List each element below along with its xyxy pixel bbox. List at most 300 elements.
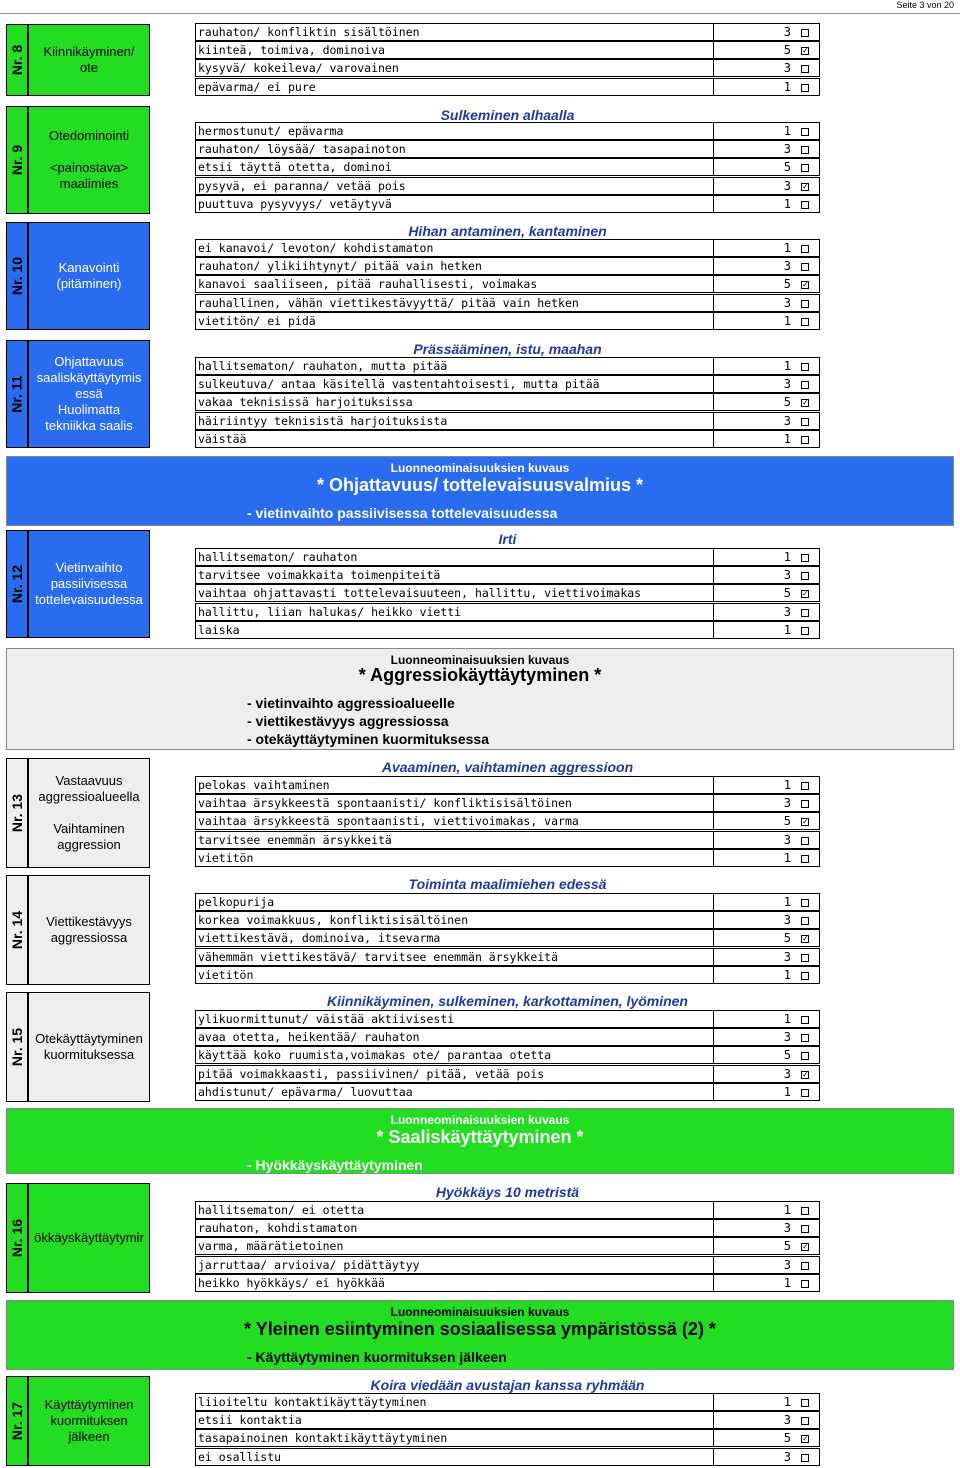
rating-row [195, 312, 820, 330]
description-title: * Ohjattavuus/ tottelevaisuusvalmius * [316, 475, 644, 495]
rating-description: avaa otetta, heikentää/ rauhaton [195, 1028, 714, 1046]
rating-score: 3 [783, 949, 791, 964]
block-label-line: Kanavointi [58, 260, 120, 275]
rating-score-cell [714, 948, 820, 966]
block-label [28, 1376, 150, 1466]
description-title: * Aggressiokäyttäytyminen * [358, 665, 602, 685]
empty-checkbox[interactable] [801, 418, 809, 426]
checked-checkbox[interactable]: ✓ [802, 1434, 809, 1444]
rating-score: 1 [783, 359, 791, 373]
rating-description: etsii kontaktia [195, 1411, 714, 1429]
description-band [6, 456, 954, 526]
block-number [6, 875, 28, 985]
block-label-line [87, 805, 91, 821]
rating-score-cell [714, 603, 820, 621]
block-label-line: tottelevaisuudessa [35, 592, 143, 607]
block-label-line: maalimies [59, 176, 119, 191]
rating-score-cell [714, 1411, 820, 1429]
block-label-line: Käyttäytyminen [44, 1397, 134, 1412]
rating-row [195, 893, 820, 911]
rating-score-cell [714, 294, 820, 312]
rating-score: 3 [783, 1449, 791, 1464]
block-label-line: Huolimatta [57, 402, 121, 417]
description-title: * Yleinen esiintyminen sosiaalisessa ympäristössä (2) * [244, 1319, 716, 1339]
rating-score: 1 [783, 313, 791, 328]
checked-checkbox[interactable]: ✓ [802, 398, 809, 408]
rating-score-cell [714, 177, 820, 195]
empty-checkbox[interactable] [801, 1399, 809, 1407]
rating-score: 1 [783, 196, 791, 211]
block-label-line [87, 144, 91, 160]
block-label-line: passiivisessa [50, 576, 128, 591]
rating-score: 5 [783, 160, 791, 175]
block-number [6, 106, 28, 214]
empty-checkbox[interactable] [801, 855, 809, 863]
checked-checkbox[interactable]: ✓ [802, 1069, 809, 1079]
block-label-line: (pitäminen) [56, 276, 122, 291]
block-label-line: aggression [57, 837, 121, 852]
block-label [28, 758, 150, 868]
rating-score-cell [714, 548, 820, 566]
rating-row [195, 78, 820, 96]
block-label-line: ökkäyskäyttäytymir [34, 1230, 144, 1245]
block-label-line: essä [75, 386, 103, 401]
checked-checkbox[interactable]: ✓ [802, 589, 809, 599]
rating-score: 1 [783, 1203, 791, 1217]
rating-row [195, 929, 820, 947]
rating-row [195, 1219, 820, 1237]
rating-row [195, 177, 820, 195]
rating-score-cell [714, 1274, 820, 1292]
rating-description: viettikestävä, dominoiva, itsevarma [195, 929, 714, 947]
rating-score: 3 [783, 604, 791, 619]
checked-checkbox[interactable]: ✓ [802, 46, 809, 56]
rating-row [195, 1256, 820, 1274]
empty-checkbox[interactable] [801, 1089, 809, 1097]
rating-row [195, 1274, 820, 1292]
rating-description: epävarma/ ei pure [195, 78, 714, 96]
rating-score-cell [714, 1010, 820, 1028]
rating-row [195, 1448, 820, 1466]
empty-checkbox[interactable] [801, 899, 809, 907]
empty-checkbox[interactable] [801, 128, 809, 136]
rating-description: häiriintyy teknisistä harjoituksista [195, 412, 714, 430]
empty-checkbox[interactable] [801, 782, 809, 790]
rating-row [195, 831, 820, 849]
rating-row [195, 1411, 820, 1429]
rating-row [195, 59, 820, 77]
rating-score: 3 [783, 1221, 791, 1236]
rating-row [195, 294, 820, 312]
rating-description: rauhallinen, vähän viettikestävyyttä/ pitää vain hetken [195, 294, 714, 312]
block-number-label: Nr. 13 [9, 793, 26, 833]
block-number [6, 758, 28, 868]
rating-score: 3 [783, 1413, 791, 1428]
rating-description: kysyvä/ kokeileva/ varovainen [195, 59, 714, 77]
block-number [6, 1376, 28, 1466]
rating-description: rauhaton/ löysää/ tasapainoton [195, 140, 714, 158]
rating-row [195, 794, 820, 812]
rating-score: 3 [783, 1030, 791, 1045]
rating-score-cell [714, 257, 820, 275]
block-label [28, 875, 150, 985]
rating-row [195, 1028, 820, 1046]
block-number-label: Nr. 8 [9, 44, 26, 76]
empty-checkbox[interactable] [801, 29, 809, 37]
rating-row [195, 948, 820, 966]
empty-checkbox[interactable] [801, 609, 809, 617]
rating-score-cell [714, 412, 820, 430]
rating-description: ei osallistu [195, 1448, 714, 1466]
rating-row [195, 158, 820, 176]
rating-score-cell [714, 1201, 820, 1219]
rating-description: vietitön [195, 849, 714, 867]
empty-checkbox[interactable] [801, 436, 809, 444]
empty-checkbox[interactable] [801, 1417, 809, 1425]
rating-score: 1 [783, 967, 791, 982]
rating-score-cell [714, 776, 820, 794]
empty-checkbox[interactable] [801, 146, 809, 154]
rating-row [195, 1201, 820, 1219]
rating-description: kanavoi saaliiseen, pitää rauhallisesti, voimakas [195, 275, 714, 293]
rating-score-cell [714, 1448, 820, 1466]
rating-score: 3 [783, 832, 791, 847]
empty-checkbox[interactable] [801, 917, 809, 925]
rating-description: vakaa teknisissä harjoituksissa [195, 393, 714, 411]
block-label-line: Vaihtaminen [53, 821, 125, 836]
empty-checkbox[interactable] [801, 1207, 809, 1215]
rating-description: etsii täyttä otetta, dominoi [195, 158, 714, 176]
rating-description: puuttuva pysyvyys/ vetäytyvä [195, 195, 714, 213]
block-label-line: Otekäyttäytyminen [35, 1031, 143, 1046]
rating-score: 5 [783, 277, 791, 292]
block-number-label: Nr. 12 [9, 564, 26, 604]
rating-score: 3 [783, 377, 791, 392]
empty-checkbox[interactable] [801, 1454, 809, 1462]
rating-row [195, 375, 820, 393]
block-number [6, 340, 28, 448]
description-band [6, 648, 954, 750]
rating-score-cell [714, 23, 820, 41]
checked-checkbox[interactable]: ✓ [802, 934, 809, 944]
rating-score-cell [714, 78, 820, 96]
rating-row [195, 1083, 820, 1101]
rating-description: hallittu, liian halukas/ heikko vietti [195, 603, 714, 621]
rating-description: heikko hyökkäys/ ei hyökkää [195, 1274, 714, 1292]
rating-score-cell [714, 794, 820, 812]
rating-description: ylikuormittunut/ väistää aktiivisesti [195, 1010, 714, 1028]
checked-checkbox[interactable]: ✓ [802, 1242, 809, 1252]
empty-checkbox[interactable] [801, 837, 809, 845]
rating-score: 5 [783, 43, 791, 58]
rating-row [195, 275, 820, 293]
rating-description: vaihtaa ohjattavasti tottelevaisuuteen, hallittu, viettivoimakas [195, 584, 714, 602]
block-label-line: Otedominointi [48, 128, 130, 143]
rating-description: pitää voimakkaasti, passiivinen/ pitää, vetää pois [195, 1065, 714, 1083]
description-line: - vietinvaihto passiivisessa tottelevaisuudessa [247, 505, 558, 521]
rating-score: 1 [783, 550, 791, 564]
rating-score: 1 [783, 241, 791, 255]
empty-checkbox[interactable] [801, 972, 809, 980]
block-label-line: ote [79, 60, 99, 75]
rating-description: pelkopurija [195, 893, 714, 911]
description-heading: Luonneominaisuuksien kuvaus [390, 1113, 570, 1127]
rating-score-cell [714, 966, 820, 984]
rating-score-cell [714, 1393, 820, 1411]
rating-score-cell [714, 275, 820, 293]
block-label [28, 106, 150, 214]
empty-checkbox[interactable] [801, 572, 809, 580]
description-heading: Luonneominaisuuksien kuvaus [390, 461, 570, 475]
rating-score: 1 [783, 79, 791, 94]
rating-score: 5 [783, 814, 791, 829]
rating-row [195, 849, 820, 867]
rating-score-cell [714, 929, 820, 947]
rating-row [195, 140, 820, 158]
description-line: - otekäyttäytyminen kuormituksessa [247, 731, 489, 747]
rating-row [195, 1393, 820, 1411]
rating-description: tarvitsee voimakkaita toimenpiteitä [195, 566, 714, 584]
rating-row [195, 239, 820, 257]
block-label [28, 1183, 150, 1293]
empty-checkbox[interactable] [801, 1262, 809, 1270]
rating-row [195, 1065, 820, 1083]
empty-checkbox[interactable] [801, 1016, 809, 1024]
block-number [6, 24, 28, 96]
empty-checkbox[interactable] [801, 954, 809, 962]
checked-checkbox[interactable]: ✓ [802, 280, 809, 290]
rating-description: tasapainoinen kontaktikäyttäytyminen [195, 1429, 714, 1447]
rating-score: 1 [783, 431, 791, 446]
block-number-label: Nr. 11 [9, 375, 25, 413]
checked-checkbox[interactable]: ✓ [802, 817, 809, 827]
rating-row [195, 584, 820, 602]
section-title: Avaaminen, vaihtaminen aggressioon [381, 759, 634, 775]
rating-description: jarruttaa/ arvioiva/ pidättäytyy [195, 1256, 714, 1274]
description-line: - Hyökkäyskäyttäytyminen [247, 1157, 423, 1173]
block-label-line: Vietinvaihto [55, 560, 123, 575]
rating-score: 3 [783, 25, 791, 39]
rating-score-cell [714, 584, 820, 602]
rating-score-cell [714, 849, 820, 867]
empty-checkbox[interactable] [801, 627, 809, 635]
rating-description: ei kanavoi/ levoton/ kohdistamaton [195, 239, 714, 257]
rating-score-cell [714, 1046, 820, 1064]
block-label [28, 992, 150, 1102]
rating-description: laiska [195, 621, 714, 639]
rating-description: hermostunut/ epävarma [195, 122, 714, 140]
rating-description: hallitsematon/ rauhaton [195, 548, 714, 566]
rating-score-cell [714, 1219, 820, 1237]
rating-score-cell [714, 1429, 820, 1447]
rating-description: rauhaton/ konfliktin sisältöinen [195, 23, 714, 41]
description-band [6, 1300, 954, 1370]
rating-description: korkea voimakkuus, konfliktisisältöinen [195, 911, 714, 929]
rating-score: 3 [783, 913, 791, 928]
rating-score: 5 [783, 1239, 791, 1254]
rating-score: 1 [783, 1084, 791, 1099]
rating-description: rauhaton/ ylikiihtynyt/ pitää vain hetken [195, 257, 714, 275]
block-label-line: jälkeen [68, 1429, 110, 1444]
rating-description: sulkeutuva/ antaa käsitellä vastentahtoisesti, mutta pitää [195, 375, 714, 393]
description-band [6, 1108, 954, 1174]
rating-description: vietitön [195, 966, 714, 984]
section-title: Irti [498, 531, 517, 547]
empty-checkbox[interactable] [801, 554, 809, 562]
empty-checkbox[interactable] [801, 84, 809, 92]
rating-score: 3 [783, 295, 791, 310]
rating-score-cell [714, 239, 820, 257]
rating-score: 1 [783, 850, 791, 865]
rating-row [195, 1237, 820, 1255]
rating-score-cell [714, 1237, 820, 1255]
rating-score: 1 [783, 1395, 791, 1409]
block-number-label: Nr. 14 [9, 910, 26, 950]
block-label-line: tekniikka saalis [45, 418, 133, 433]
rating-score: 3 [783, 413, 791, 428]
rating-row [195, 566, 820, 584]
rating-score-cell [714, 1256, 820, 1274]
rating-score-cell [714, 566, 820, 584]
rating-description: pysyvä, ei paranna/ vetää pois [195, 177, 714, 195]
page-number: Seite 3 von 20 [896, 0, 954, 10]
rating-description: ahdistunut/ epävarma/ luovuttaa [195, 1083, 714, 1101]
rating-score: 3 [783, 1066, 791, 1081]
rating-row [195, 357, 820, 375]
empty-checkbox[interactable] [801, 245, 809, 253]
rating-score-cell [714, 621, 820, 639]
description-heading: Luonneominaisuuksien kuvaus [390, 1305, 570, 1319]
rating-score: 5 [783, 1431, 791, 1446]
section-title: Toiminta maalimiehen edessä [408, 876, 607, 892]
block-label-line: Ohjattavuus [54, 354, 124, 369]
section-title: Hihan antaminen, kantaminen [408, 223, 607, 239]
rating-score: 3 [783, 568, 791, 583]
checked-checkbox[interactable]: ✓ [802, 181, 809, 191]
empty-checkbox[interactable] [801, 65, 809, 73]
rating-score-cell [714, 140, 820, 158]
rating-score: 3 [783, 259, 791, 274]
rating-score-cell [714, 893, 820, 911]
rating-score-cell [714, 1065, 820, 1083]
rating-description: pelokas vaihtaminen [195, 776, 714, 794]
rating-score: 5 [783, 1048, 791, 1063]
rating-description: vaihtaa ärsykkeestä spontaanisti, viettivoimakas, varma [195, 812, 714, 830]
block-number [6, 222, 28, 330]
rating-row [195, 41, 820, 59]
rating-score: 1 [783, 1012, 791, 1026]
empty-checkbox[interactable] [801, 381, 809, 389]
rating-score-cell [714, 357, 820, 375]
rating-score: 1 [783, 124, 791, 138]
rating-description: liioiteltu kontaktikäyttäytyminen [195, 1393, 714, 1411]
rating-row [195, 621, 820, 639]
rating-score: 1 [783, 895, 791, 909]
rating-score: 5 [783, 586, 791, 601]
empty-checkbox[interactable] [801, 1034, 809, 1042]
rating-row [195, 393, 820, 411]
description-line: - vietinvaihto aggressioalueelle [247, 695, 455, 711]
empty-checkbox[interactable] [801, 363, 809, 371]
rating-score-cell [714, 831, 820, 849]
rating-score: 3 [783, 142, 791, 157]
rating-score-cell [714, 375, 820, 393]
rating-description: vähemmän viettikestävä/ tarvitsee enemmän ärsykkeitä [195, 948, 714, 966]
rating-score-cell [714, 59, 820, 77]
block-number [6, 992, 28, 1102]
empty-checkbox[interactable] [801, 318, 809, 326]
rating-row [195, 23, 820, 41]
block-label-line: Kiinnikäyminen/ [43, 44, 135, 59]
empty-checkbox[interactable] [801, 263, 809, 271]
empty-checkbox[interactable] [801, 1225, 809, 1233]
rating-description: varma, määrätietoinen [195, 1237, 714, 1255]
rating-description: hallitsematon/ rauhaton, mutta pitää [195, 357, 714, 375]
rating-description: rauhaton, kohdistamaton [195, 1219, 714, 1237]
description-heading: Luonneominaisuuksien kuvaus [390, 653, 570, 667]
block-number-label: Nr. 10 [9, 256, 26, 296]
rating-row [195, 1429, 820, 1447]
rating-row [195, 812, 820, 830]
rating-row [195, 122, 820, 140]
rating-row [195, 257, 820, 275]
rating-row [195, 603, 820, 621]
rating-row [195, 1010, 820, 1028]
rating-description: vietitön/ ei pidä [195, 312, 714, 330]
section-title: Koira viedään avustajan kanssa ryhmään [370, 1377, 645, 1393]
rating-score: 3 [783, 178, 791, 193]
rating-score: 1 [783, 1275, 791, 1290]
block-label [28, 530, 150, 638]
rating-score-cell [714, 812, 820, 830]
rating-score-cell [714, 430, 820, 448]
block-number-label: Nr. 17 [9, 1401, 26, 1441]
empty-checkbox[interactable] [801, 1280, 809, 1288]
rating-row [195, 430, 820, 448]
block-label-line: saaliskäyttäytymis [36, 370, 142, 385]
empty-checkbox[interactable] [801, 300, 809, 308]
block-label [28, 340, 150, 448]
block-label-line: aggressiossa [50, 930, 128, 945]
rating-score-cell [714, 1083, 820, 1101]
description-line: - viettikestävyys aggressiossa [247, 713, 449, 729]
rating-row [195, 776, 820, 794]
description-line: - Käyttäytyminen kuormituksen jälkeen [247, 1349, 507, 1365]
empty-checkbox[interactable] [801, 201, 809, 209]
rating-row [195, 966, 820, 984]
block-label-line: Viettikestävyys [46, 914, 132, 929]
rating-score-cell [714, 195, 820, 213]
empty-checkbox[interactable] [801, 800, 809, 808]
rating-score: 1 [783, 622, 791, 637]
rating-score-cell [714, 312, 820, 330]
block-number [6, 530, 28, 638]
block-number-label: Nr. 16 [9, 1218, 26, 1258]
empty-checkbox[interactable] [801, 164, 809, 172]
rating-row [195, 195, 820, 213]
rating-description: hallitsematon/ ei otetta [195, 1201, 714, 1219]
section-title: Kiinnikäyminen, sulkeminen, karkottaminen, lyöminen [327, 993, 688, 1009]
rating-description: tarvitsee enemmän ärsykkeitä [195, 831, 714, 849]
rating-score: 1 [783, 778, 791, 792]
section-title: Sulkeminen alhaalla [440, 107, 575, 123]
empty-checkbox[interactable] [801, 1052, 809, 1060]
rating-score: 3 [783, 61, 791, 76]
block-number [6, 1183, 28, 1293]
block-label [28, 24, 150, 96]
block-label-line: <painostava> [49, 160, 129, 175]
rating-score-cell [714, 911, 820, 929]
